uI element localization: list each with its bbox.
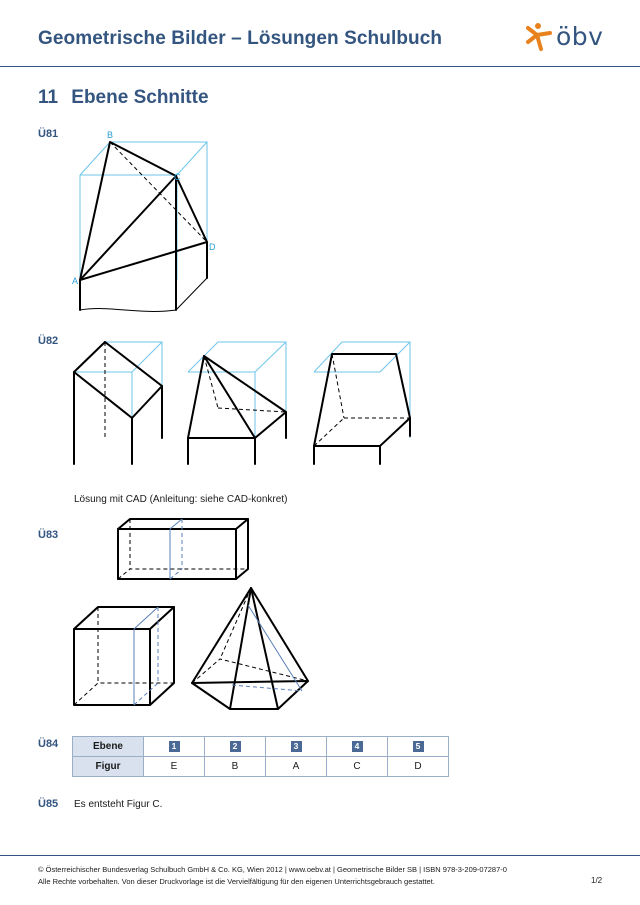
u82-figure-2	[188, 342, 286, 464]
plane-badge: 5	[413, 741, 424, 752]
header-divider	[0, 66, 640, 67]
logo-star-icon	[524, 22, 554, 52]
footer-rights: Alle Rechte vorbehalten. Von dieser Druckvorlage ist die Vervielfältigung für den eigenen Unterrichtsgebrauch gestattet.	[38, 877, 435, 886]
footer-divider	[0, 855, 640, 856]
u84-solution-table	[72, 736, 449, 777]
row-header-figure: Figur	[73, 757, 144, 777]
exercise-label-u85: Ü85	[38, 798, 59, 810]
plane-cell	[205, 737, 266, 757]
figure-cell: E	[144, 757, 205, 777]
plane-badge: 4	[352, 741, 363, 752]
page-number: 1/2	[591, 876, 603, 885]
exercise-label-u82: Ü82	[38, 335, 59, 347]
figure-cell: D	[388, 757, 449, 777]
plane-cell	[388, 737, 449, 757]
figure-u82-roof-sections	[70, 338, 420, 468]
plane-cell	[266, 737, 327, 757]
row-header-plane: Ebene	[73, 737, 144, 757]
exercise-label-u84: Ü84	[38, 738, 59, 750]
point-label-d: D	[209, 242, 216, 252]
figure-u81-cuboid-section	[70, 130, 230, 320]
exercise-label-u83: Ü83	[38, 529, 59, 541]
u82-figure-1	[74, 342, 162, 464]
point-label-a: A	[72, 276, 79, 286]
chapter-heading	[38, 87, 209, 109]
footer-copyright: © Österreichischer Bundesverlag Schulbuch GmbH & Co. KG, Wien 2012 | www.oebv.at | Geometrische Bilder SB | ISBN 978-3-209-07287-0	[38, 865, 507, 874]
publisher-logo	[524, 22, 614, 56]
figure-cell: B	[205, 757, 266, 777]
figure-u83-solids	[70, 515, 330, 715]
chapter-title: Ebene Schnitte	[71, 87, 209, 108]
table-row-planes	[73, 737, 449, 757]
chapter-number: 11	[38, 87, 59, 108]
logo-text: öbv	[556, 22, 604, 51]
u85-answer: Es entsteht Figur C.	[74, 799, 163, 810]
table-row-figures	[73, 757, 449, 777]
u83-horizontal-prism	[118, 519, 248, 579]
plane-badge: 3	[291, 741, 302, 752]
document-title: Geometrische Bilder – Lösungen Schulbuch	[38, 28, 443, 49]
figure-cell: A	[266, 757, 327, 777]
point-label-c: C	[174, 172, 181, 182]
figure-cell: C	[327, 757, 388, 777]
plane-badge: 2	[230, 741, 241, 752]
u83-cube	[74, 607, 174, 705]
plane-cell	[144, 737, 205, 757]
point-label-b: B	[107, 130, 114, 140]
u82-figure-3	[314, 342, 410, 464]
u82-caption: Lösung mit CAD (Anleitung: siehe CAD-konkret)	[74, 494, 288, 505]
plane-badge: 1	[169, 741, 180, 752]
plane-cell	[327, 737, 388, 757]
u83-pyramid	[192, 588, 308, 709]
exercise-label-u81: Ü81	[38, 128, 59, 140]
